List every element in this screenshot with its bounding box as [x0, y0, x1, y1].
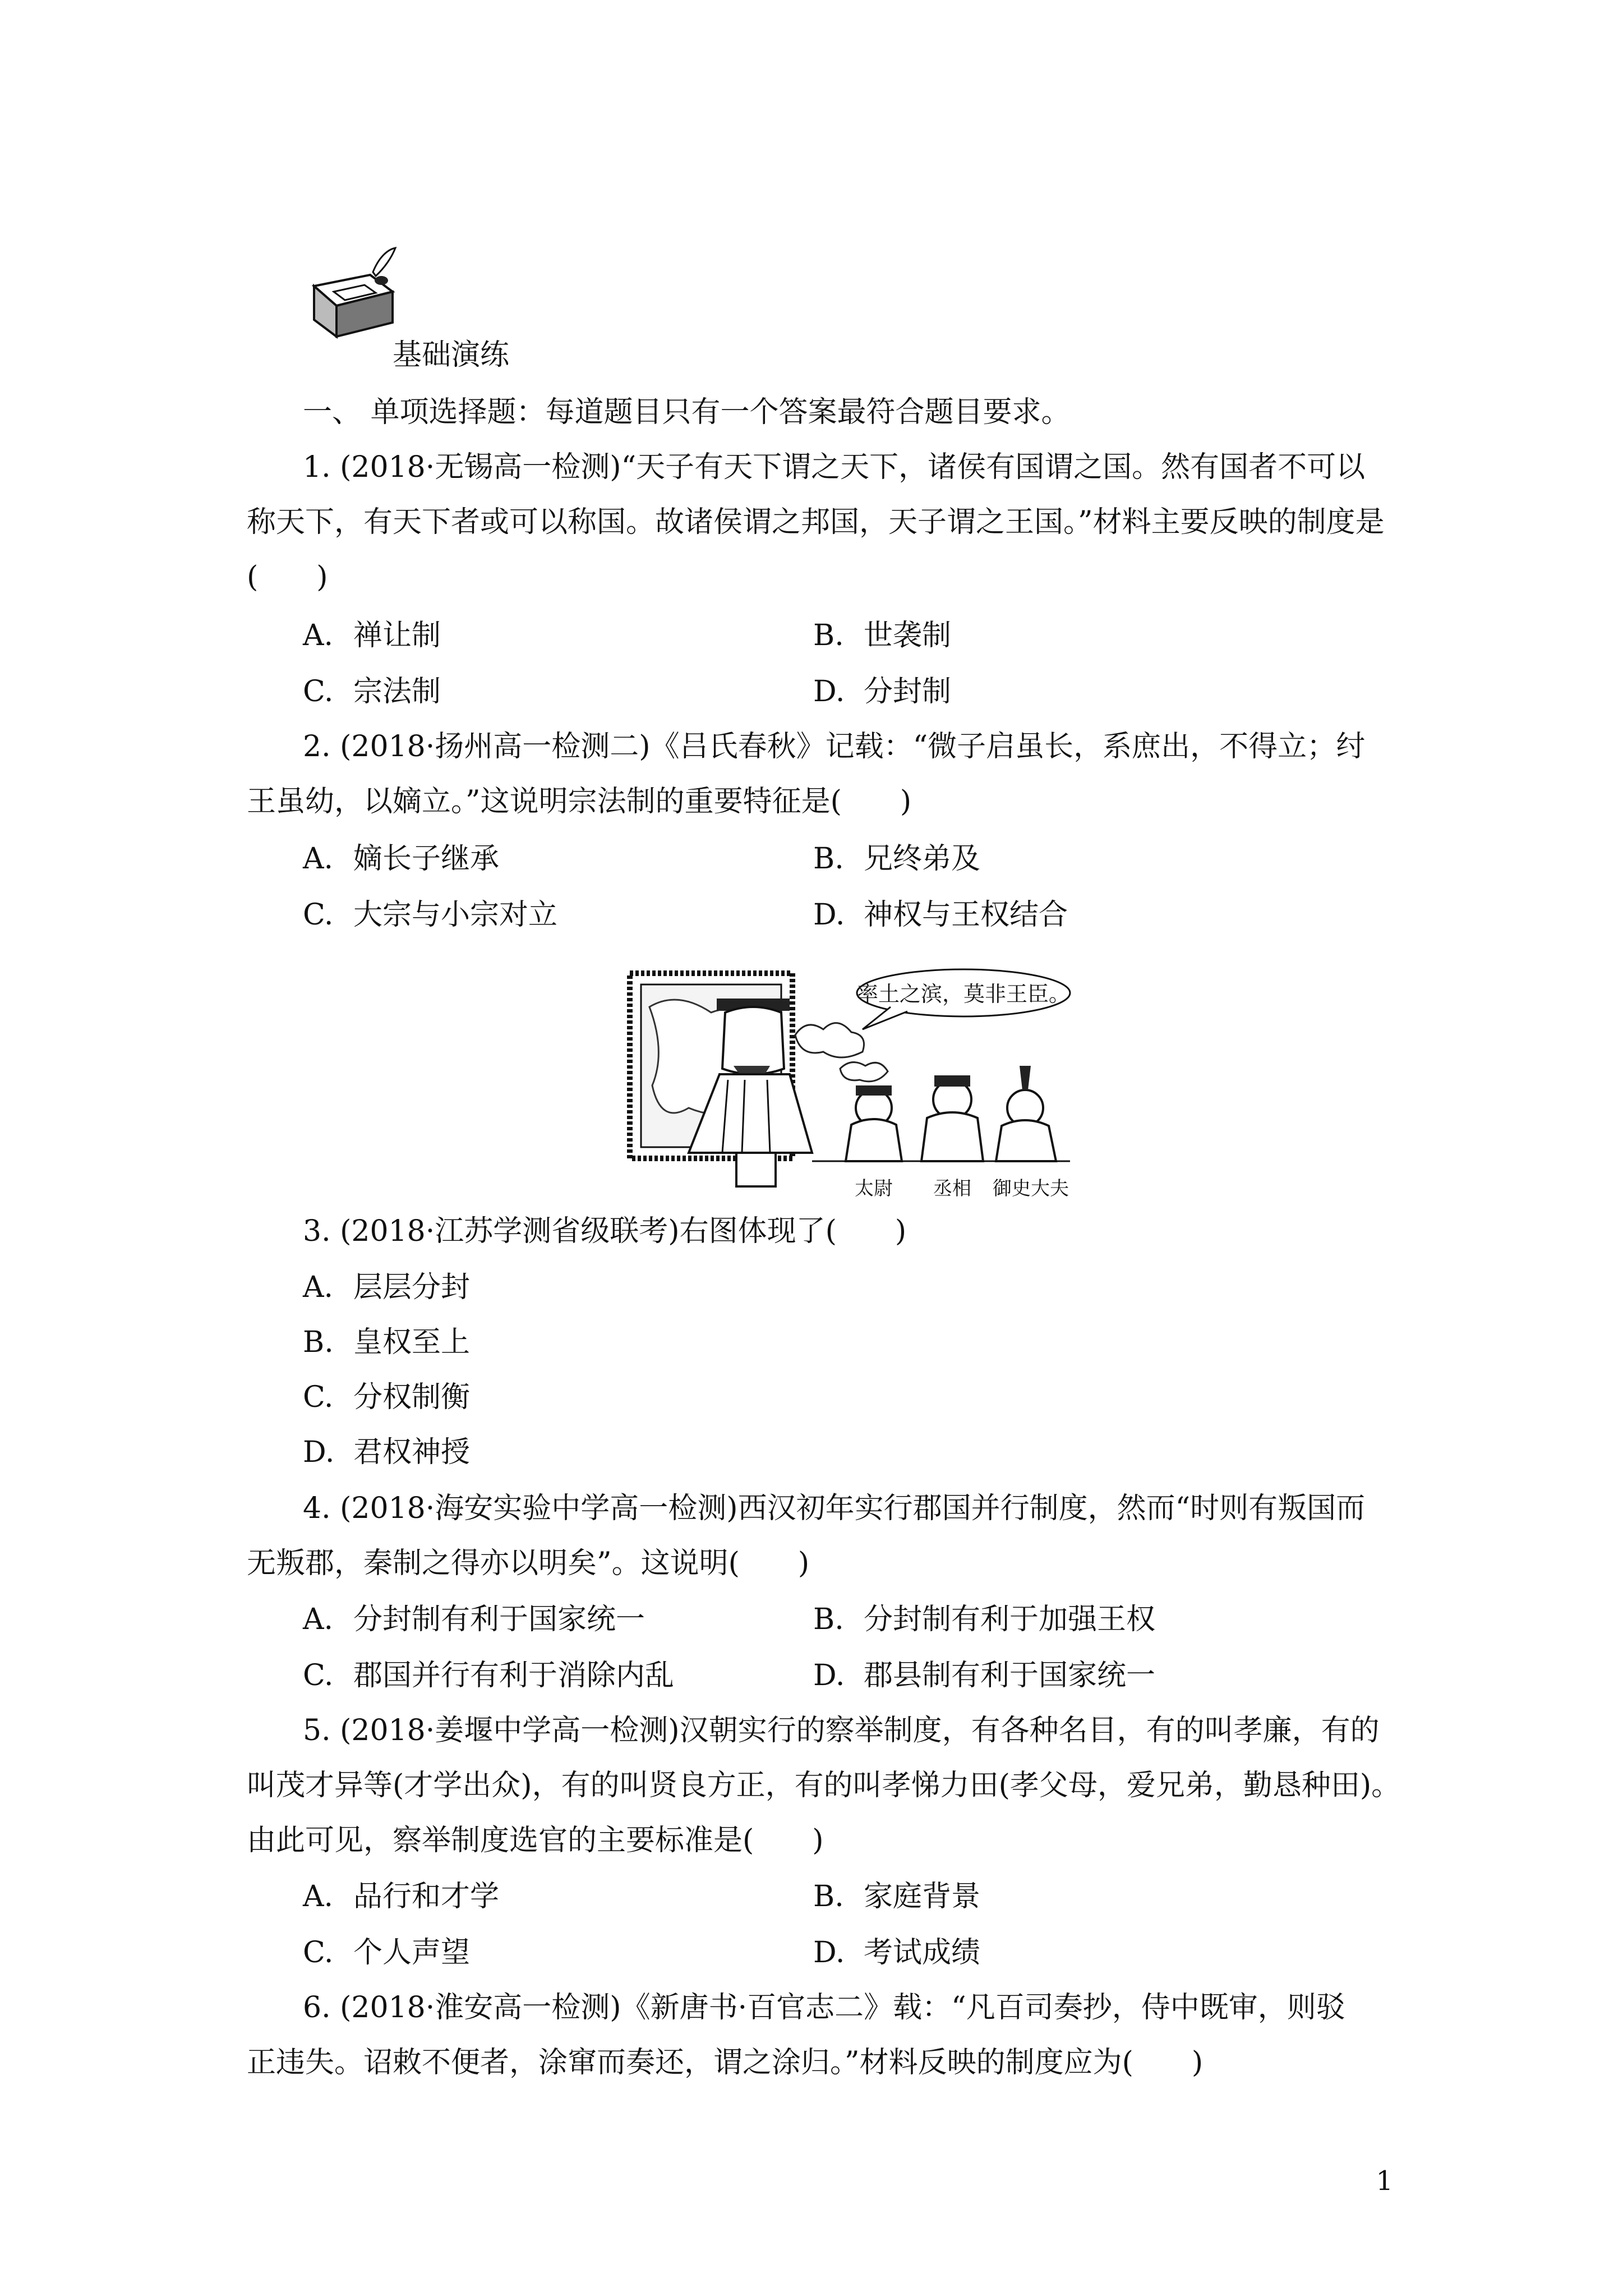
- question-2-option-c: C. 大宗与小宗对立: [303, 898, 558, 932]
- question-3-option-a: A. 层层分封: [303, 1271, 471, 1304]
- book-quill-icon: [303, 247, 398, 342]
- question-4-option-b: B. 分封制有利于加强王权: [813, 1603, 1156, 1636]
- question-1-option-d: D. 分封制: [813, 675, 952, 708]
- question-4-line-1: 4. (2018·海安实验中学高一检测)西汉初年实行郡国并行制度，然而“时则有叛国而: [303, 1492, 1366, 1525]
- question-2-line-2: 王虽幼，以嫡立。”这说明宗法制的重要特征是( ): [247, 785, 912, 818]
- question-4-option-c: C. 郡国并行有利于消除内乱: [303, 1659, 675, 1692]
- question-1-line-3: ( ): [247, 560, 328, 594]
- question-6-line-2: 正违失。诏敕不便者，涂窜而奏还，谓之涂归。”材料反映的制度应为( ): [247, 2046, 1204, 2079]
- caption-taiwei: 太尉: [855, 1177, 893, 1200]
- question-6-line-1: 6. (2018·淮安高一检测)《新唐书·百官志二》载：“凡百司奏抄，侍中既审，则驳: [303, 1991, 1345, 2024]
- question-3-option-c: C. 分权制衡: [303, 1381, 471, 1414]
- page-number: 1: [1376, 2165, 1393, 2197]
- question-5-line-1: 5. (2018·姜堰中学高一检测)汉朝实行的察举制度，有各种名目，有的叫孝廉，有的: [303, 1714, 1380, 1747]
- cartoon-speech: 率土之滨，莫非王臣。: [856, 982, 1071, 1006]
- question-5-option-c: C. 个人声望: [303, 1936, 471, 1970]
- question-5-line-2: 叫茂才异等(才学出众)，有的叫贤良方正，有的叫孝悌力田(孝父母，爱兄弟，勤恳种田)。: [247, 1769, 1401, 1802]
- question-2-option-b: B. 兄终弟及: [813, 842, 981, 876]
- question-5-line-3: 由此可见，察举制度选官的主要标准是( ): [247, 1824, 824, 1857]
- question-4-line-2: 无叛郡，秦制之得亦以明矣”。这说明( ): [247, 1547, 810, 1580]
- question-3-option-d: D. 君权神授: [303, 1435, 471, 1469]
- question-1-option-a: A. 禅让制: [303, 619, 441, 652]
- question-5-option-a: A. 品行和才学: [303, 1880, 500, 1913]
- part-heading: 一、 单项选择题：每道题目只有一个答案最符合题目要求。: [303, 395, 1071, 429]
- question-3-option-b: B. 皇权至上: [303, 1326, 471, 1359]
- question-1-option-c: C. 宗法制: [303, 675, 441, 708]
- question-4-option-a: A. 分封制有利于国家统一: [303, 1603, 645, 1636]
- question-1-option-b: B. 世袭制: [813, 619, 952, 652]
- question-1-line-2: 称天下，有天下者或可以称国。故诸侯谓之邦国，天子谓之王国。”材料主要反映的制度是: [247, 505, 1385, 539]
- question-2-option-a: A. 嫡长子继承: [303, 842, 500, 876]
- question-2-line-1: 2. (2018·扬州高一检测二)《吕氏春秋》记载：“微子启虽长，系庶出，不得立；纣: [303, 730, 1366, 763]
- section-title: 基础演练: [393, 338, 510, 372]
- question-3-line-1: 3. (2018·江苏学测省级联考)右图体现了( ): [303, 1214, 907, 1248]
- caption-chengxiang: 丞相: [933, 1177, 971, 1200]
- question-2-option-d: D. 神权与王权结合: [813, 898, 1068, 932]
- question-1-line-1: 1. (2018·无锡高一检测)“天子有天下谓之天下，诸侯有国谓之国。然有国者不可以: [303, 450, 1366, 484]
- emperor-ministers-cartoon: [627, 968, 1076, 1203]
- question-5-option-b: B. 家庭背景: [813, 1880, 981, 1913]
- question-5-option-d: D. 考试成绩: [813, 1936, 981, 1970]
- question-4-option-d: D. 郡县制有利于国家统一: [813, 1659, 1156, 1692]
- caption-yushidafu: 御史大夫: [993, 1177, 1069, 1200]
